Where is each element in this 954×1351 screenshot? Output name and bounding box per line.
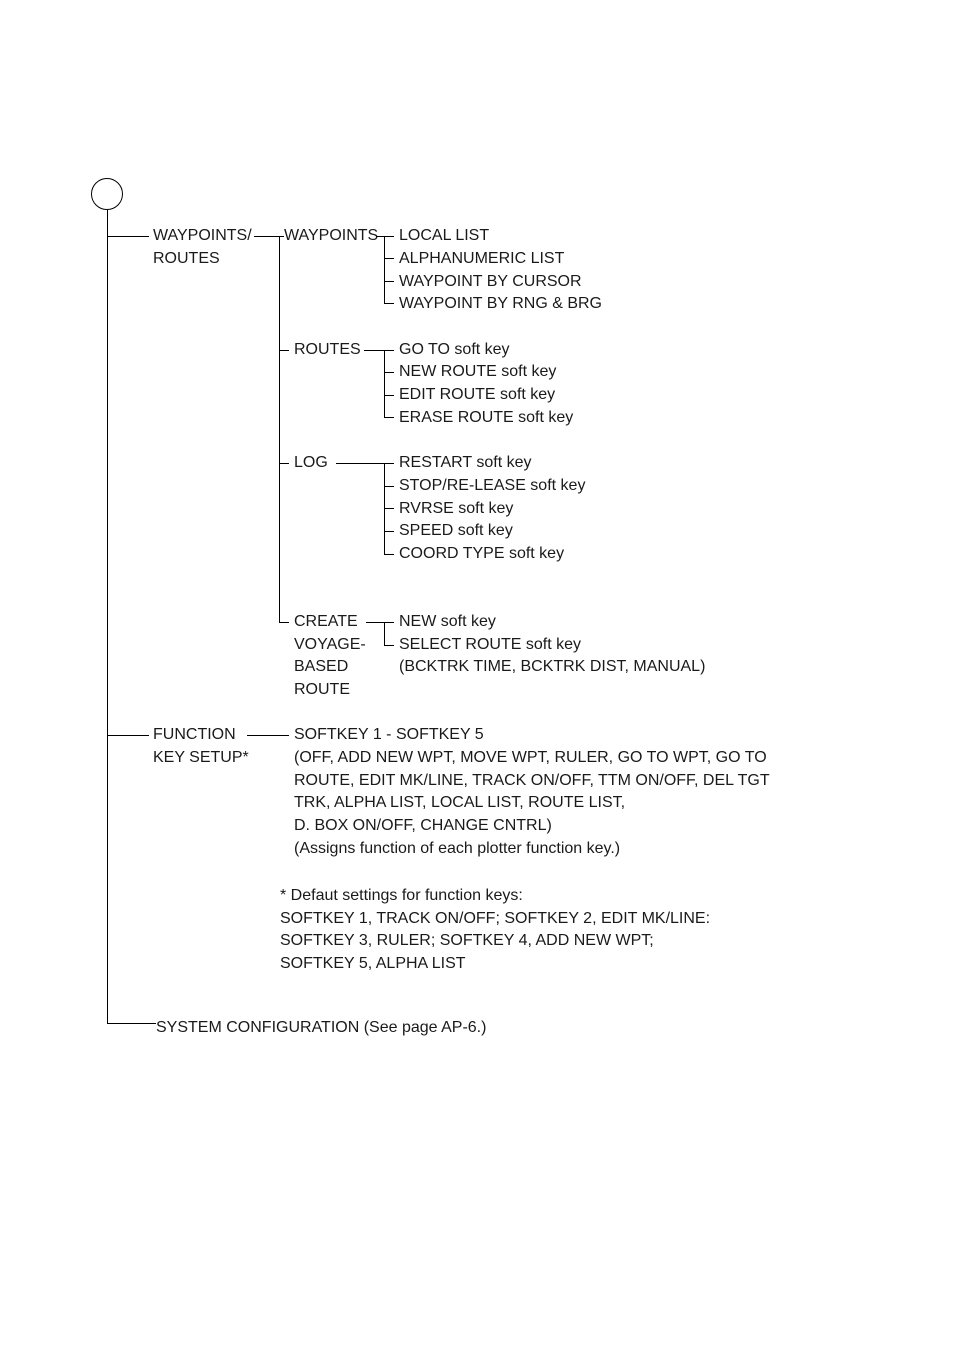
connector-line — [384, 645, 394, 646]
branch-line-system-config — [107, 1023, 156, 1024]
function-key-line: D. BOX ON/OFF, CHANGE CNTRL) — [294, 817, 552, 834]
waypoints-label: WAYPOINTS — [284, 227, 379, 244]
default-note-line: SOFTKEY 3, RULER; SOFTKEY 4, ADD NEW WPT; — [280, 932, 654, 949]
list-item: ALPHANUMERIC LIST — [399, 250, 565, 267]
connector-line — [336, 463, 394, 464]
list-item: RVRSE soft key — [399, 500, 514, 517]
create-label-2: VOYAGE- — [294, 636, 366, 653]
system-config-label: SYSTEM CONFIGURATION (See page AP-6.) — [156, 1019, 487, 1036]
list-item: GO TO soft key — [399, 341, 510, 358]
default-note-line: SOFTKEY 1, TRACK ON/OFF; SOFTKEY 2, EDIT MK/LINE: — [280, 910, 711, 927]
list-item: RESTART soft key — [399, 454, 532, 471]
connector-line — [366, 622, 394, 623]
connector-line — [279, 350, 289, 351]
connector-line — [376, 236, 394, 237]
list-item: STOP/RE-LEASE soft key — [399, 477, 586, 494]
connector-line — [384, 303, 394, 304]
connector-line — [384, 554, 394, 555]
list-item: SELECT ROUTE soft key — [399, 636, 581, 653]
function-key-line: ROUTE, EDIT MK/LINE, TRACK ON/OFF, TTM ON/OFF, DEL TGT — [294, 772, 770, 789]
default-note-line: SOFTKEY 5, ALPHA LIST — [280, 955, 466, 972]
branch-line-function-key — [107, 735, 149, 736]
function-key-label-2: KEY SETUP* — [153, 749, 249, 766]
list-item: NEW soft key — [399, 613, 496, 630]
waypoints-routes-label-1: WAYPOINTS/ — [153, 227, 252, 244]
list-item: LOCAL LIST — [399, 227, 490, 244]
connector-line — [279, 622, 289, 623]
function-key-label-1: FUNCTION — [153, 726, 236, 743]
list-item: SPEED soft key — [399, 522, 513, 539]
connector-line — [384, 417, 394, 418]
list-item: EDIT ROUTE soft key — [399, 386, 556, 403]
function-key-line: SOFTKEY 1 - SOFTKEY 5 — [294, 726, 484, 743]
waypoints-bracket — [384, 236, 385, 303]
create-note: (BCKTRK TIME, BCKTRK DIST, MANUAL) — [399, 658, 706, 675]
connector-line — [384, 486, 394, 487]
log-label: LOG — [294, 454, 328, 471]
root-connector-circle — [91, 178, 123, 210]
list-item: COORD TYPE soft key — [399, 545, 565, 562]
connector-line — [384, 508, 394, 509]
connector-line — [384, 258, 394, 259]
connector-line — [384, 395, 394, 396]
connector-line — [384, 281, 394, 282]
create-label-4: ROUTE — [294, 681, 350, 698]
routes-bracket — [384, 350, 385, 417]
main-trunk-line — [107, 210, 108, 1024]
function-key-line: (Assigns function of each plotter function key.) — [294, 840, 621, 857]
connector-line — [247, 735, 289, 736]
create-label-1: CREATE — [294, 613, 358, 630]
list-item: WAYPOINT BY RNG & BRG — [399, 295, 602, 312]
function-key-line: TRK, ALPHA LIST, LOCAL LIST, ROUTE LIST, — [294, 794, 626, 811]
connector-line — [364, 350, 394, 351]
list-item: WAYPOINT BY CURSOR — [399, 273, 582, 290]
default-note-line: * Defaut settings for function keys: — [280, 887, 523, 904]
routes-label: ROUTES — [294, 341, 361, 358]
connector-line — [384, 531, 394, 532]
branch-line-waypoints-routes — [107, 236, 149, 237]
connector-line — [279, 463, 289, 464]
create-bracket — [384, 622, 385, 645]
list-item: NEW ROUTE soft key — [399, 363, 557, 380]
sub-trunk-line — [279, 236, 280, 623]
list-item: ERASE ROUTE soft key — [399, 409, 574, 426]
connector-line — [384, 372, 394, 373]
create-label-3: BASED — [294, 658, 349, 675]
function-key-line: (OFF, ADD NEW WPT, MOVE WPT, RULER, GO TO WPT, GO TO — [294, 749, 767, 766]
waypoints-routes-label-2: ROUTES — [153, 250, 220, 267]
